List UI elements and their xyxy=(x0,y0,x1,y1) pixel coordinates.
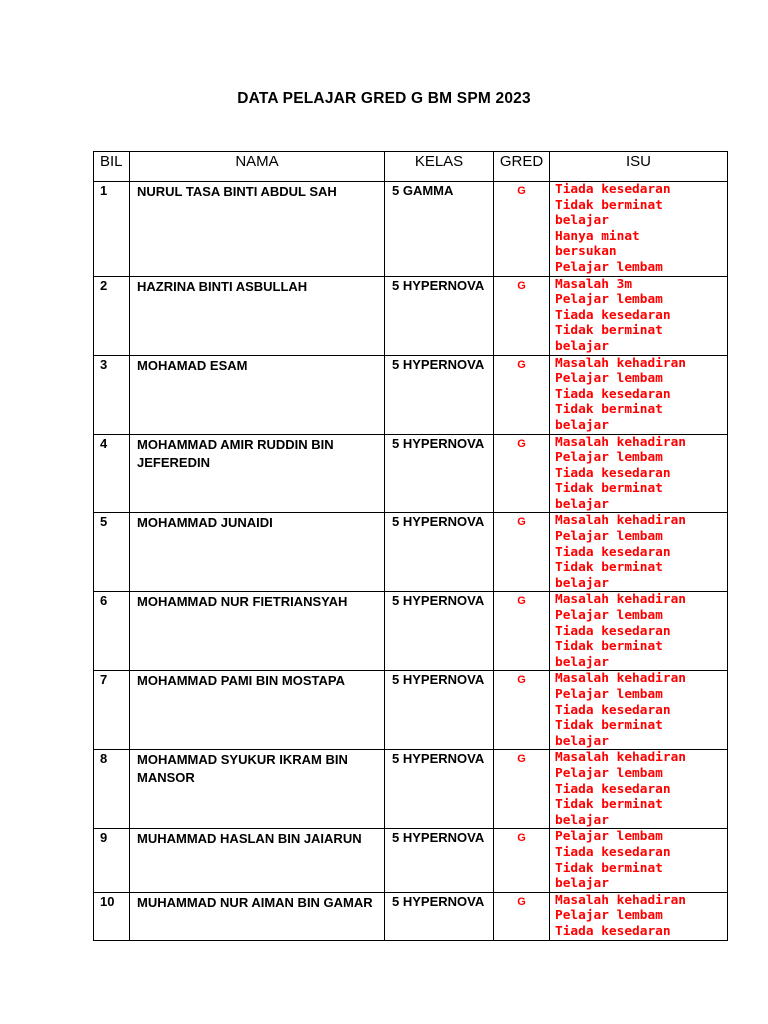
header-isu: ISU xyxy=(550,152,728,182)
issue-line: Tiada kesedaran xyxy=(555,307,671,323)
row-number: 6 xyxy=(94,592,130,671)
student-name: NURUL TASA BINTI ABDUL SAH xyxy=(130,182,385,277)
issue-line: Tidak berminat xyxy=(555,481,663,497)
row-number: 1 xyxy=(94,182,130,277)
student-grade: G xyxy=(494,182,550,277)
table-row xyxy=(94,276,728,355)
student-name: MOHAMMAD NUR FIETRIANSYAH xyxy=(130,592,385,671)
issue-line: Hanya minat xyxy=(555,228,640,244)
issue-line: Pelajar lembam xyxy=(555,908,663,924)
row-number: 7 xyxy=(94,671,130,750)
student-class: 5 HYPERNOVA xyxy=(385,750,494,829)
student-grade: G xyxy=(494,592,550,671)
student-issues xyxy=(550,750,728,829)
issue-line: bersukan xyxy=(555,244,617,260)
issue-line: Masalah kehadiran xyxy=(555,434,686,450)
issue-line: Tidak berminat xyxy=(555,860,663,876)
student-grade: G xyxy=(494,829,550,892)
row-number: 5 xyxy=(94,513,130,592)
document-title: DATA PELAJAR GRED G BM SPM 2023 xyxy=(237,90,531,107)
student-grade: G xyxy=(494,513,550,592)
issue-line: Tiada kesedaran xyxy=(555,702,671,718)
issue-line: Tidak berminat xyxy=(555,197,663,213)
student-issues xyxy=(550,276,728,355)
issue-line: Tiada kesedaran xyxy=(555,386,671,402)
issue-line: Pelajar lembam xyxy=(555,687,663,702)
student-class: 5 HYPERNOVA xyxy=(385,592,494,671)
issue-line: Tiada kesedaran xyxy=(555,544,671,560)
issue-line: Pelajar lembam xyxy=(555,292,663,308)
issue-line: Tidak berminat xyxy=(555,402,663,418)
issue-line: Tidak berminat xyxy=(555,323,663,339)
issue-line: belajar xyxy=(555,812,609,828)
header-gred: GRED xyxy=(494,152,550,182)
student-class: 5 HYPERNOVA xyxy=(385,276,494,355)
issue-line: belajar xyxy=(555,338,609,354)
row-number: 9 xyxy=(94,829,130,892)
table-row xyxy=(94,750,728,829)
student-class: 5 HYPERNOVA xyxy=(385,513,494,592)
row-number: 10 xyxy=(94,892,130,940)
header-bil: BIL xyxy=(94,152,130,182)
issue-line: belajar xyxy=(555,876,609,892)
issue-line: Pelajar lembam xyxy=(555,371,663,387)
issue-line: Masalah kehadiran xyxy=(555,513,686,529)
issue-line: belajar xyxy=(555,654,609,670)
table-row xyxy=(94,829,728,892)
row-number: 3 xyxy=(94,355,130,434)
row-number: 4 xyxy=(94,434,130,513)
student-issues xyxy=(550,182,728,277)
student-issues xyxy=(550,892,728,940)
issue-line: Tiada kesedaran xyxy=(555,844,671,860)
issue-line: Masalah kehadiran xyxy=(555,355,686,371)
issue-line: Tiada kesedaran xyxy=(555,923,671,939)
issue-line: belajar xyxy=(555,496,609,512)
issue-line: Pelajar lembam xyxy=(555,259,663,275)
student-name: MOHAMMAD PAMI BIN MOSTAPA xyxy=(130,671,385,750)
student-name: MOHAMMAD AMIR RUDDIN BIN JEFEREDIN xyxy=(130,434,385,513)
student-issues xyxy=(550,513,728,592)
student-class: 5 HYPERNOVA xyxy=(385,829,494,892)
student-name: MUHAMMAD HASLAN BIN JAIARUN xyxy=(130,829,385,892)
issue-line: Pelajar lembam xyxy=(555,765,663,781)
issue-line: Masalah 3m xyxy=(555,276,633,292)
student-class: 5 HYPERNOVA xyxy=(385,355,494,434)
student-issues xyxy=(550,592,728,671)
student-class: 5 GAMMA xyxy=(385,182,494,277)
issue-line: Tiada kesedaran xyxy=(555,781,671,797)
student-grade: G xyxy=(494,355,550,434)
student-issues xyxy=(550,829,728,892)
issue-line: Tidak berminat xyxy=(555,560,663,576)
student-grade: G xyxy=(494,276,550,355)
issue-line: Pelajar lembam xyxy=(555,608,663,624)
issue-line: Masalah kehadiran xyxy=(555,750,686,766)
table-row xyxy=(94,592,728,671)
table-row xyxy=(94,182,728,277)
issue-line: Masalah kehadiran xyxy=(555,592,686,608)
student-class: 5 HYPERNOVA xyxy=(385,434,494,513)
issue-line: belajar xyxy=(555,575,609,591)
student-issues xyxy=(550,434,728,513)
issue-line: Pelajar lembam xyxy=(555,829,663,845)
issue-line: Masalah kehadiran xyxy=(555,671,686,687)
issue-line: Tiada kesedaran xyxy=(555,182,671,197)
student-grade: G xyxy=(494,671,550,750)
row-number: 8 xyxy=(94,750,130,829)
table-body xyxy=(94,182,728,941)
table-row xyxy=(94,671,728,750)
student-issues xyxy=(550,671,728,750)
student-table xyxy=(93,151,728,941)
issue-line: belajar xyxy=(555,733,609,749)
row-number: 2 xyxy=(94,276,130,355)
header-kelas: KELAS xyxy=(385,152,494,182)
student-class: 5 HYPERNOVA xyxy=(385,671,494,750)
issue-line: belajar xyxy=(555,213,609,229)
student-class: 5 HYPERNOVA xyxy=(385,892,494,940)
issue-line: Tiada kesedaran xyxy=(555,623,671,639)
student-name: MOHAMMAD JUNAIDI xyxy=(130,513,385,592)
issue-line: Tiada kesedaran xyxy=(555,465,671,481)
header-nama: NAMA xyxy=(130,152,385,182)
table-row xyxy=(94,892,728,940)
issue-line: belajar xyxy=(555,417,609,433)
student-name: MUHAMMAD NUR AIMAN BIN GAMAR xyxy=(130,892,385,940)
table-row xyxy=(94,434,728,513)
student-name: MOHAMMAD SYUKUR IKRAM BIN MANSOR xyxy=(130,750,385,829)
table-row xyxy=(94,355,728,434)
issue-line: Pelajar lembam xyxy=(555,450,663,466)
student-issues xyxy=(550,355,728,434)
table-header-row xyxy=(94,152,728,182)
issue-line: Tidak berminat xyxy=(555,718,663,734)
student-name: MOHAMAD ESAM xyxy=(130,355,385,434)
issue-line: Pelajar lembam xyxy=(555,529,663,545)
student-name: HAZRINA BINTI ASBULLAH xyxy=(130,276,385,355)
issue-line: Tidak berminat xyxy=(555,797,663,813)
issue-line: Masalah kehadiran xyxy=(555,892,686,908)
table-row xyxy=(94,513,728,592)
issue-line: Tidak berminat xyxy=(555,639,663,655)
student-grade: G xyxy=(494,434,550,513)
student-grade: G xyxy=(494,892,550,940)
student-grade: G xyxy=(494,750,550,829)
